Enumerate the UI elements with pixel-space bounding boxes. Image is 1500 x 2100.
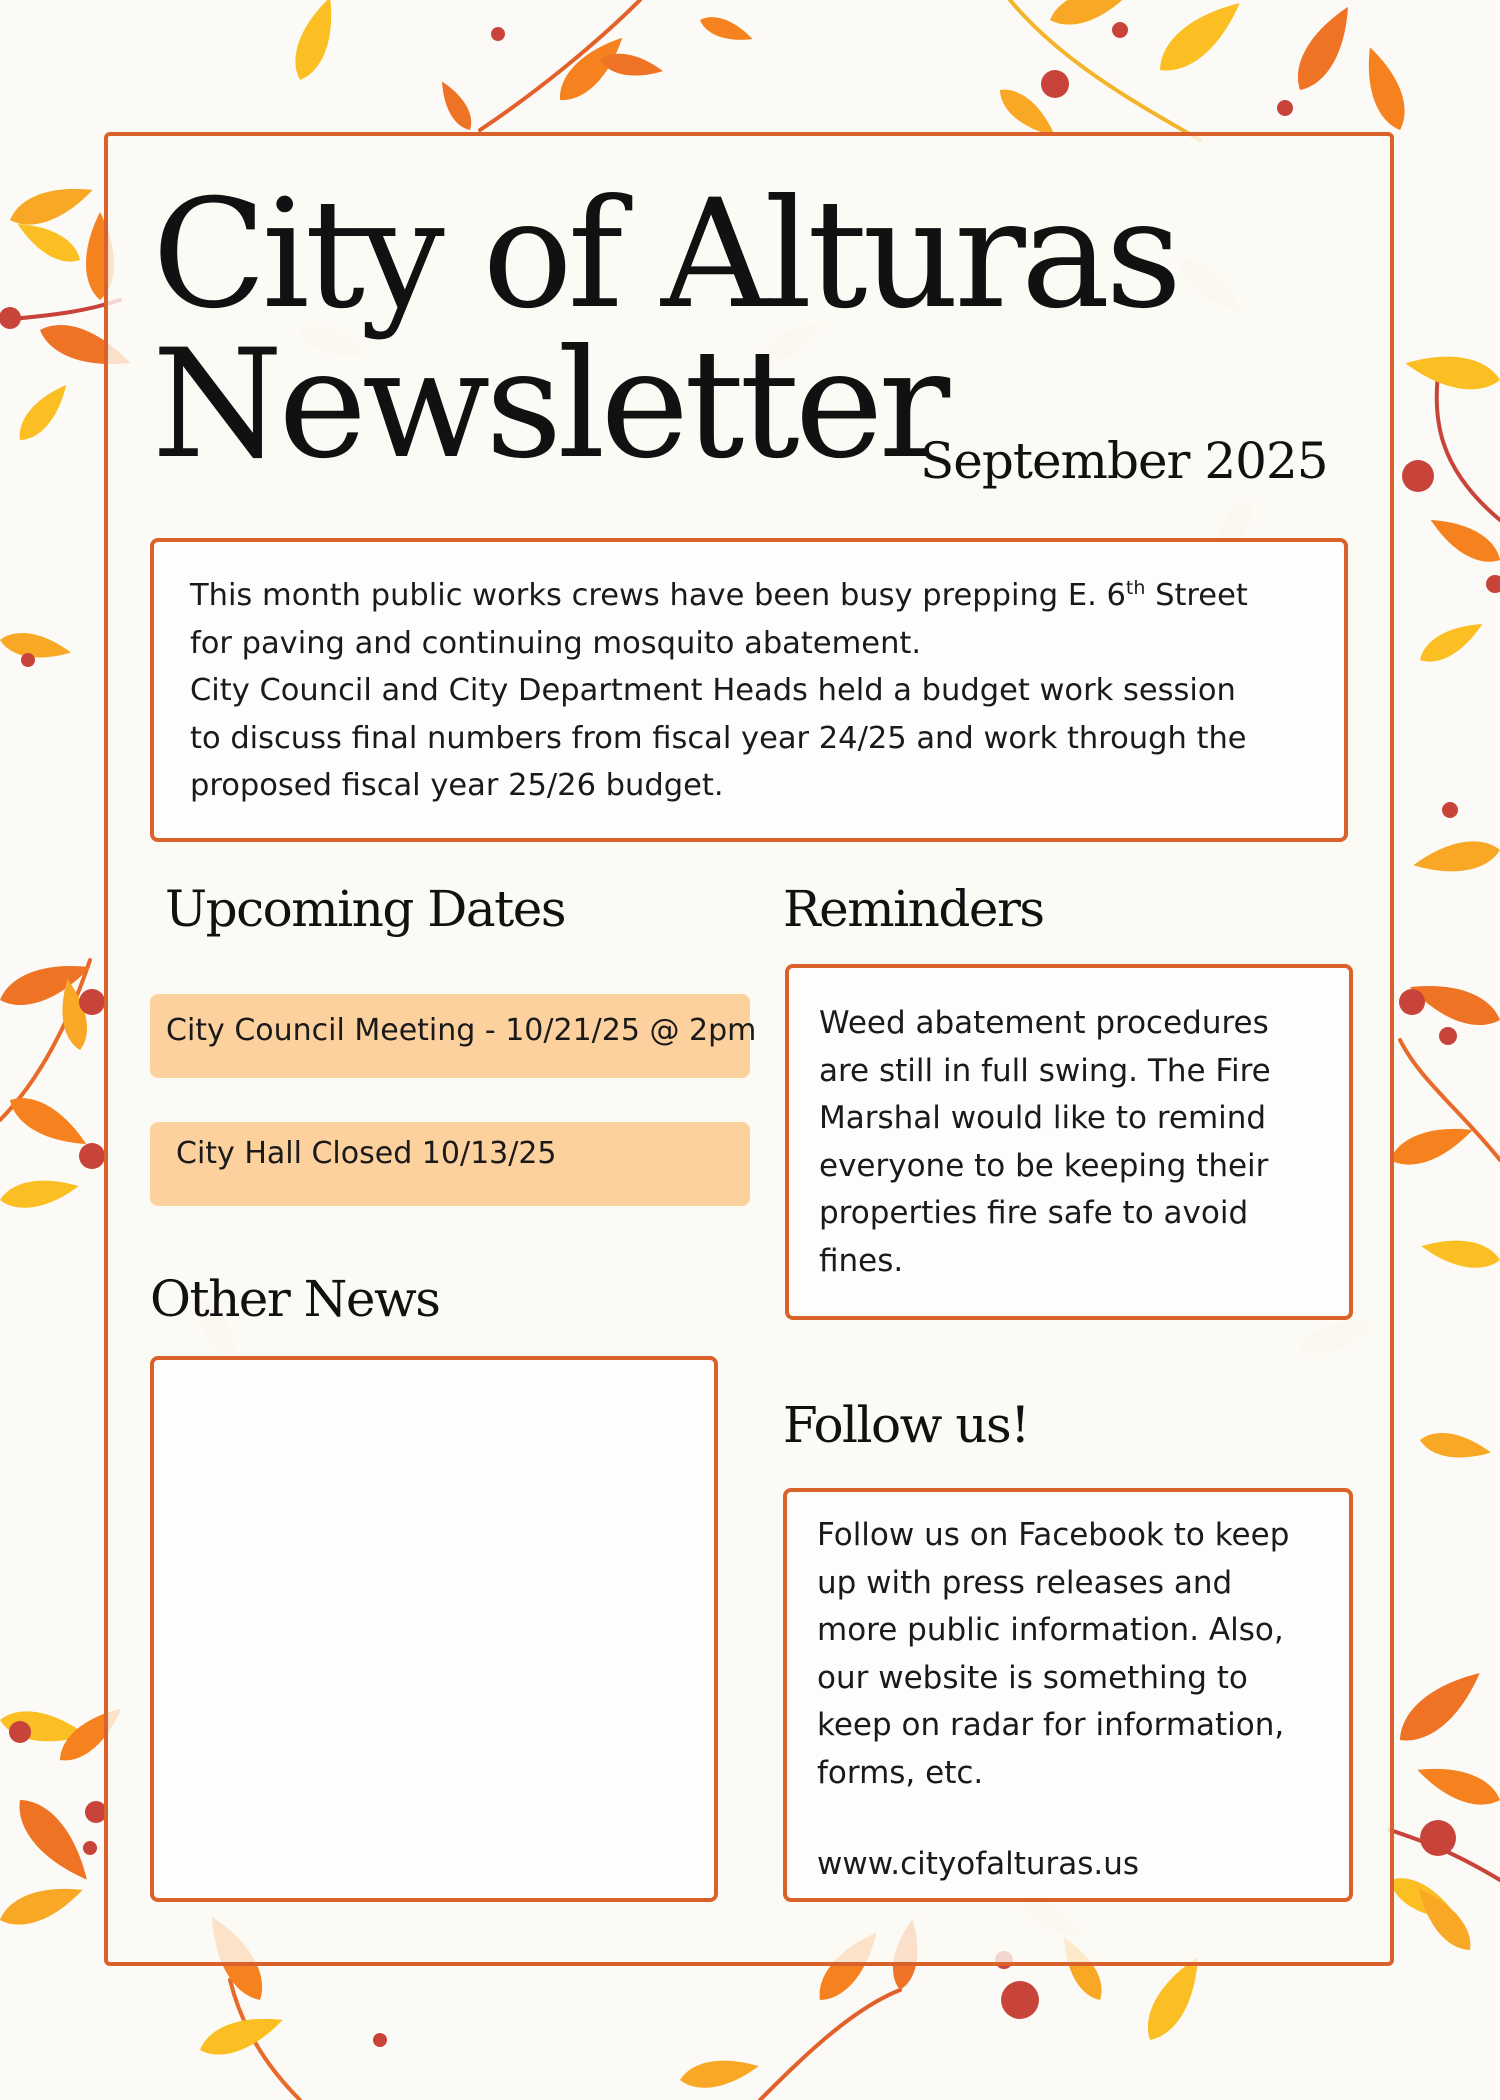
reminders-line: everyone to be keeping their (819, 1147, 1269, 1184)
follow-line: forms, etc. (817, 1754, 984, 1791)
follow-us-heading: Follow us! (783, 1396, 1029, 1454)
reminders-line: Marshal would like to remind (819, 1100, 1267, 1136)
other-news-heading: Other News (150, 1270, 440, 1328)
follow-line: our website is something to (817, 1659, 1248, 1696)
follow-line: more public information. Also, (817, 1612, 1284, 1648)
follow-line: Follow us on Facebook to keep (817, 1517, 1290, 1553)
reminders-line: Weed abatement procedures (819, 1005, 1269, 1041)
intro-line-1-end: Street (1145, 578, 1248, 613)
intro-line-2: for paving and continuing mosquito abatement. (190, 625, 922, 661)
reminders-heading: Reminders (783, 880, 1044, 938)
website-link[interactable]: www.cityofalturas.us (817, 1846, 1140, 1882)
intro-line-3: City Council and City Department Heads held a budget work session (190, 673, 1236, 708)
reminders-line: properties fire safe to avoid (819, 1195, 1249, 1231)
other-news-box (150, 1356, 718, 1902)
issue-date: September 2025 (920, 432, 1328, 490)
intro-box (150, 538, 1348, 842)
follow-line: keep on radar for information, (817, 1707, 1285, 1743)
follow-line: up with press releases and (817, 1564, 1233, 1601)
intro-line-5: proposed fiscal year 25/26 budget. (190, 768, 724, 803)
title-line-1: City of Alturas (152, 168, 1178, 342)
upcoming-date-item: City Council Meeting - 10/21/25 @ 2pm (150, 994, 750, 1078)
reminders-line: are still in full swing. The Fire (819, 1052, 1271, 1089)
reminders-box (785, 964, 1353, 1320)
intro-ordinal-suffix: th (1125, 576, 1146, 599)
upcoming-date-item: City Hall Closed 10/13/25 (150, 1122, 750, 1206)
follow-us-box (783, 1488, 1353, 1902)
intro-line-1-start: This month public works crews have been busy prepping E. 6 (190, 578, 1126, 613)
upcoming-dates-heading: Upcoming Dates (165, 880, 565, 938)
reminders-line: fines. (819, 1242, 904, 1279)
intro-line-4: to discuss final numbers from fiscal year 24/25 and work through the (190, 720, 1247, 756)
title-line-2: Newsletter (152, 318, 946, 492)
